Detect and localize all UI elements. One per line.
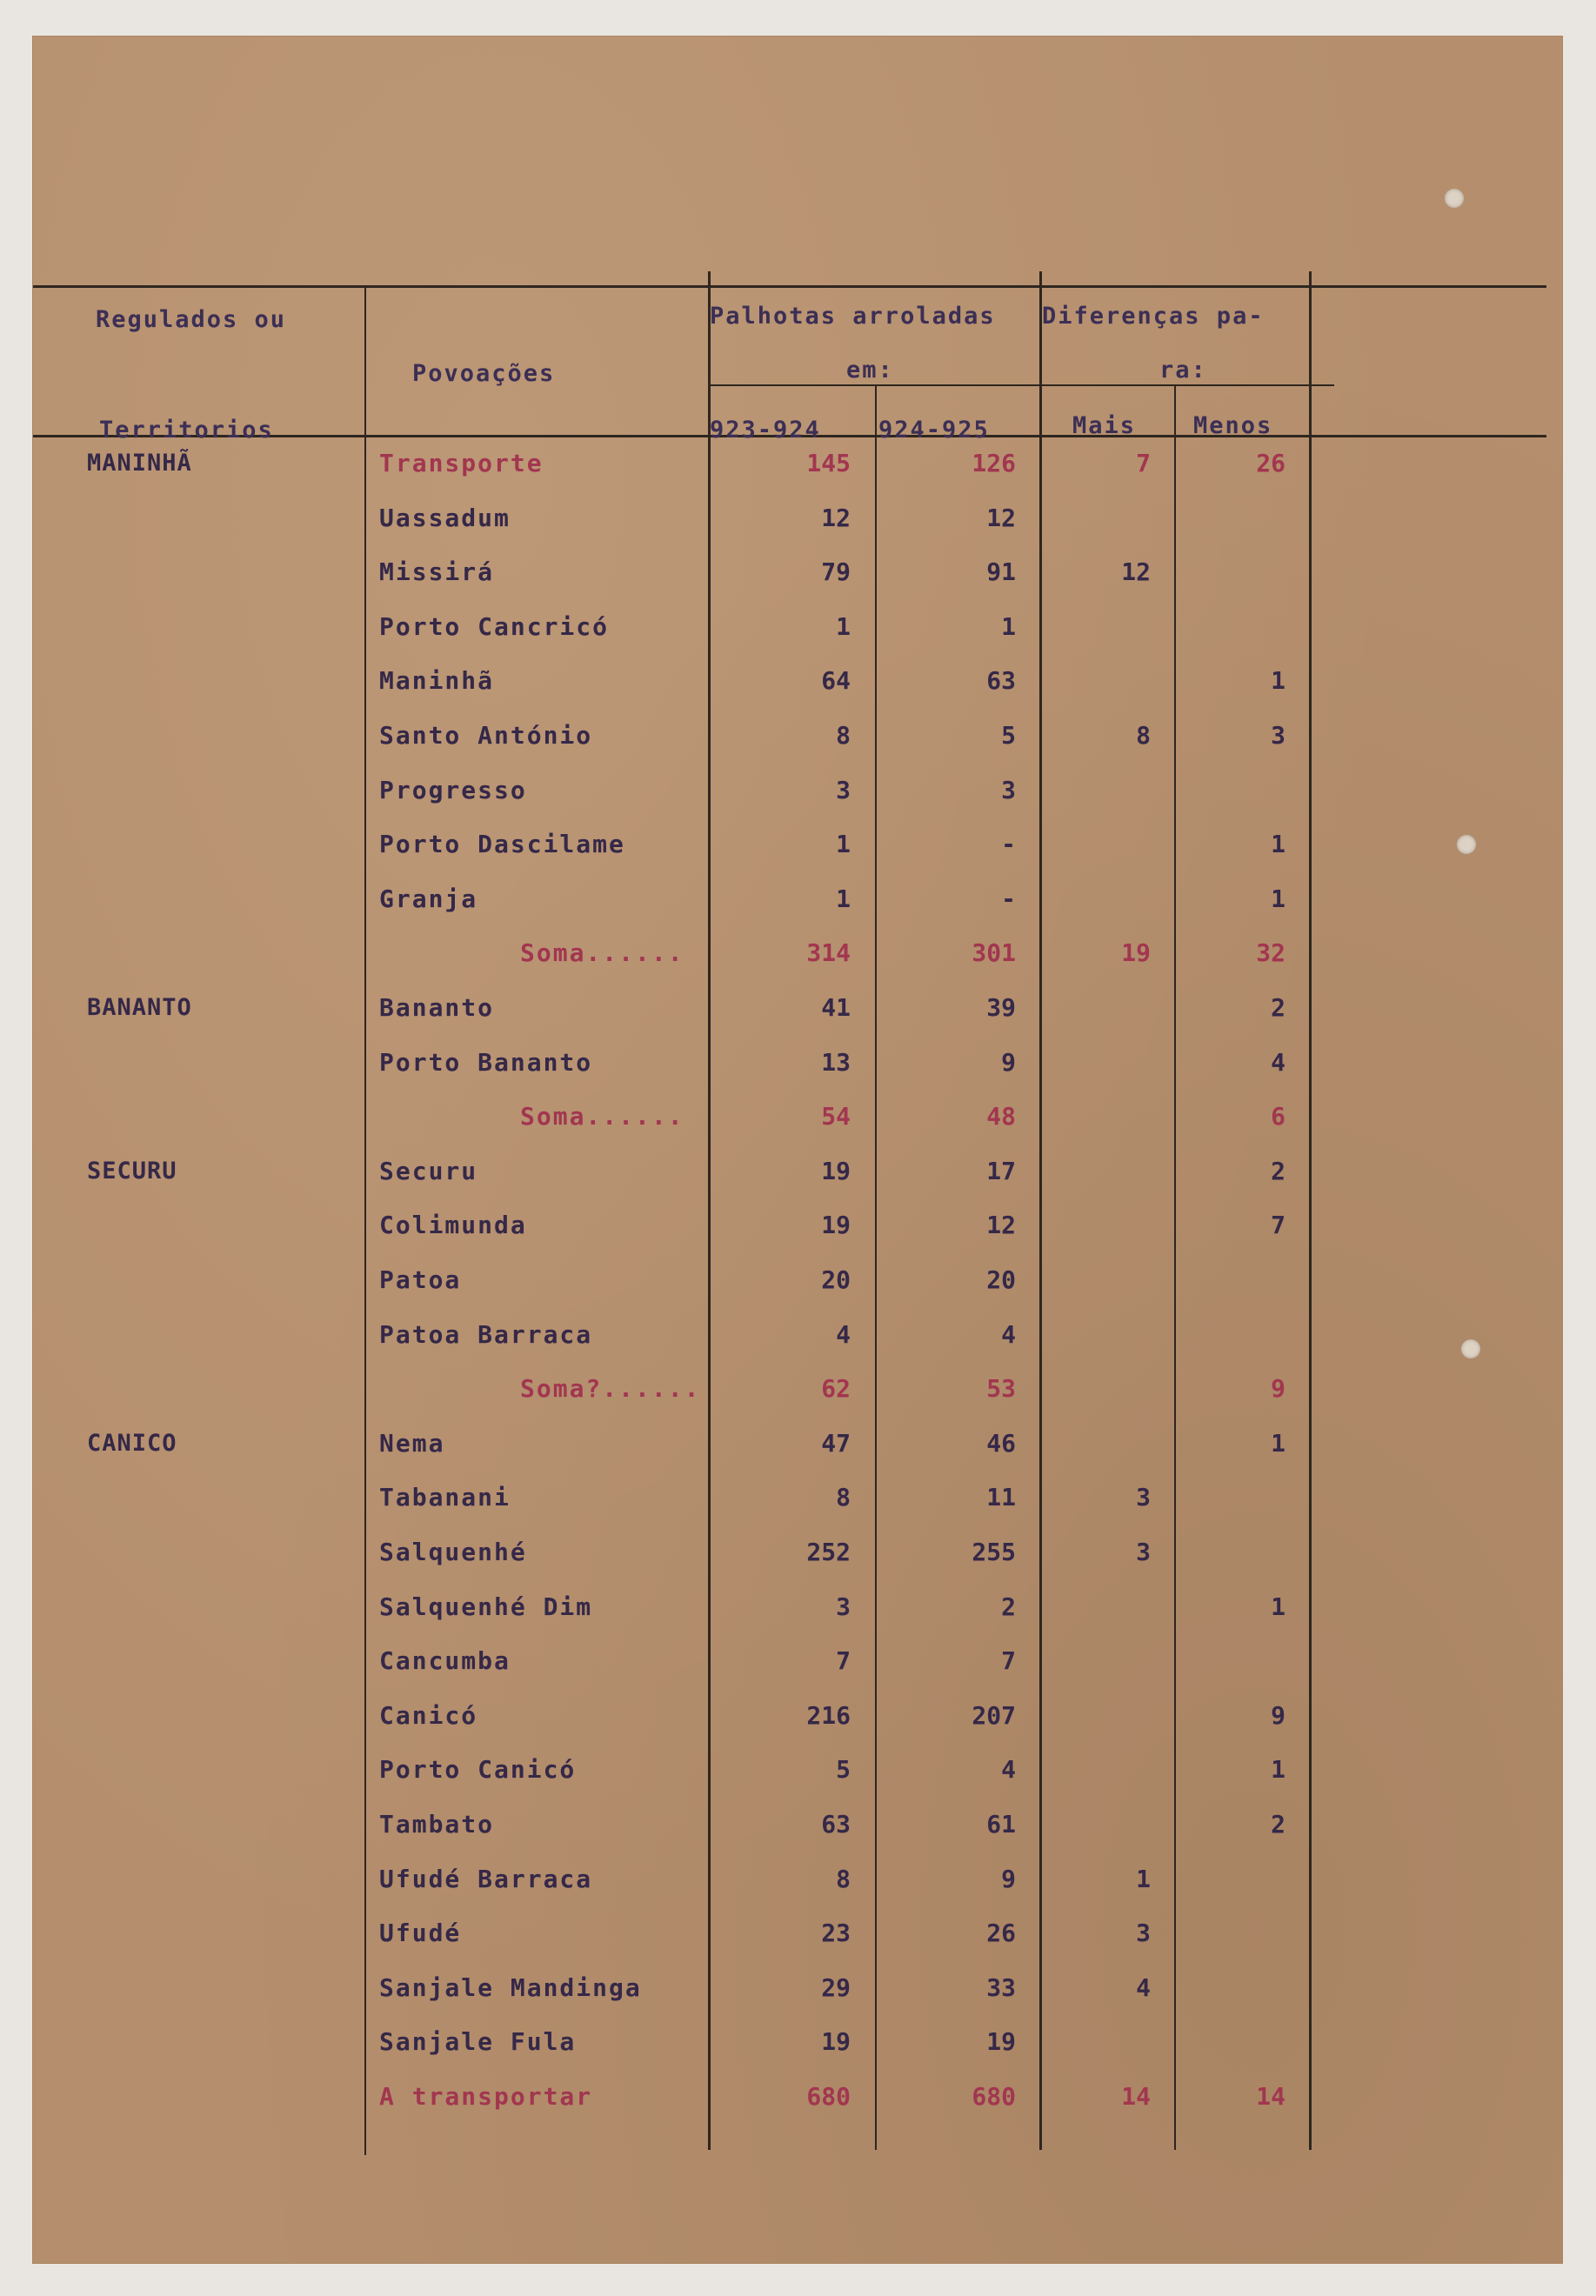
povoacao-name: Porto Bananto [379,1047,593,1077]
povoacao-name: Tambato [379,1810,495,1839]
povoacao-name: Ufudé [379,1919,462,1948]
top-rule [33,285,1546,288]
value-923-924: 63 [821,1810,851,1839]
povoacao-name: Canicó [379,1700,478,1730]
value-923-924: 5 [836,1755,851,1785]
header-diferencas: Diferenças pa- [1042,303,1265,330]
regulado-label: CANICO [87,1429,177,1457]
value-924-925: 12 [986,1211,1016,1240]
value-menos: 2 [1271,1810,1285,1839]
value-924-925: 126 [972,449,1016,477]
value-924-925: 3 [1001,775,1016,804]
value-923-924: 1 [836,611,851,641]
punch-hole-middle [1457,835,1476,854]
value-924-925: 91 [986,557,1016,587]
header-regulados: Regulados ou [96,306,287,333]
value-923-924: 47 [821,1428,851,1458]
value-menos: 7 [1271,1211,1285,1240]
value-924-925: 301 [972,938,1016,968]
value-menos: 3 [1271,721,1285,750]
value-mais: 7 [1136,449,1151,477]
value-923-924: 13 [821,1047,851,1077]
value-menos: 2 [1271,1156,1285,1185]
value-923-924: 252 [806,1538,851,1566]
value-924-925: 4 [1001,1755,1016,1785]
header-year-1: 923-924 [710,417,821,444]
povoacao-name: Sanjale Fula [379,2027,577,2057]
value-924-925: 207 [972,1700,1016,1730]
value-924-925: 19 [986,2027,1016,2057]
regulado-label: SECURU [87,1157,177,1185]
value-menos: 1 [1271,666,1285,696]
value-923-924: 680 [806,2082,851,2111]
value-924-925: 53 [986,1374,1016,1404]
value-mais: 3 [1136,1919,1151,1948]
value-924-925: 39 [986,993,1016,1022]
povoacao-name: Patoa [379,1265,462,1294]
value-mais: 3 [1136,1483,1151,1512]
value-923-924: 314 [806,938,851,968]
value-924-925: 63 [986,666,1016,696]
value-mais: 8 [1136,721,1151,750]
value-menos: 26 [1256,449,1285,477]
povoacao-name: Soma...... [520,1102,684,1131]
value-mais: 3 [1136,1538,1151,1566]
value-mais: 12 [1121,557,1151,587]
povoacao-name: Soma?...... [520,1374,701,1404]
value-923-924: 64 [821,666,851,696]
value-924-925: 61 [986,1810,1016,1839]
value-923-924: 3 [836,1592,851,1621]
value-924-925: - [1001,830,1016,859]
povoacao-name: Ufudé Barraca [379,1864,593,1893]
value-923-924: 19 [821,1156,851,1185]
value-923-924: 62 [821,1374,851,1404]
value-menos: 1 [1271,1592,1285,1621]
povoacao-name: Missirá [379,557,495,587]
povoacao-name: Granja [379,884,478,913]
value-924-925: 7 [1001,1646,1016,1676]
punch-hole-lower [1461,1339,1480,1358]
header-ra: ra: [1159,357,1207,384]
value-mais: 1 [1136,1864,1151,1893]
value-menos: 14 [1256,2082,1285,2111]
value-mais: 14 [1121,2082,1151,2111]
header-year-2: 924-925 [878,417,990,444]
povoacao-name: Porto Cancricó [379,611,610,641]
punch-hole-top [1445,189,1464,208]
divider-regulado [364,285,366,2155]
povoacao-name: Sanjale Mandinga [379,1972,642,2002]
value-923-924: 145 [806,449,851,477]
value-924-925: 4 [1001,1319,1016,1349]
regulado-label: MANINHÃ [87,450,192,477]
povoacao-name: Maninhã [379,666,495,696]
povoacao-name: A transportar [379,2082,593,2111]
header-em: em: [846,357,894,384]
header-territorios: Territorios [99,417,274,444]
divider-mais-menos [1174,384,1176,2150]
value-924-925: 5 [1001,721,1016,750]
divider-diferencas [1039,271,1042,2150]
header-palhotas: Palhotas arroladas [710,303,996,330]
header-povoacoes: Povoações [412,360,556,387]
value-923-924: 1 [836,830,851,859]
value-923-924: 19 [821,1211,851,1240]
value-menos: 4 [1271,1047,1285,1077]
povoacao-name: Nema [379,1428,445,1458]
povoacao-name: Bananto [379,993,495,1022]
value-923-924: 1 [836,884,851,913]
value-924-925: - [1001,884,1016,913]
value-924-925: 20 [986,1265,1016,1294]
value-923-924: 216 [806,1700,851,1730]
value-923-924: 8 [836,721,851,750]
value-923-924: 29 [821,1972,851,2002]
value-924-925: 11 [986,1483,1016,1512]
divider-years [875,384,877,2150]
header-mais: Mais [1072,412,1137,439]
povoacao-name: Patoa Barraca [379,1319,593,1349]
header-menos: Menos [1193,412,1273,439]
value-924-925: 9 [1001,1864,1016,1893]
povoacao-name: Securu [379,1156,478,1185]
value-menos: 6 [1271,1102,1285,1131]
value-menos: 32 [1256,938,1285,968]
povoacao-name: Colimunda [379,1211,527,1240]
povoacao-name: Santo António [379,721,593,750]
value-923-924: 12 [821,503,851,532]
value-923-924: 4 [836,1319,851,1349]
povoacao-name: Porto Dascilame [379,830,625,859]
divider-right [1309,271,1312,2150]
povoacao-name: Tabanani [379,1483,511,1512]
value-924-925: 680 [972,2082,1016,2111]
value-menos: 9 [1271,1374,1285,1404]
value-923-924: 8 [836,1483,851,1512]
povoacao-name: Progresso [379,775,527,804]
povoacao-name: Cancumba [379,1646,511,1676]
povoacao-name: Salquenhé [379,1538,527,1566]
value-924-925: 48 [986,1102,1016,1131]
value-924-925: 12 [986,503,1016,532]
value-mais: 19 [1121,938,1151,968]
value-923-924: 7 [836,1646,851,1676]
value-923-924: 54 [821,1102,851,1131]
povoacao-name: Transporte [379,449,544,477]
value-mais: 4 [1136,1972,1151,2002]
value-menos: 1 [1271,830,1285,859]
value-924-925: 9 [1001,1047,1016,1077]
value-923-924: 3 [836,775,851,804]
value-923-924: 23 [821,1919,851,1948]
value-menos: 1 [1271,884,1285,913]
subheader-rule [708,384,1334,386]
value-menos: 1 [1271,1428,1285,1458]
regulado-label: BANANTO [87,994,192,1021]
value-menos: 9 [1271,1700,1285,1730]
value-923-924: 19 [821,2027,851,2057]
value-923-924: 20 [821,1265,851,1294]
value-924-925: 2 [1001,1592,1016,1621]
povoacao-name: Salquenhé Dim [379,1592,593,1621]
povoacao-name: Uassadum [379,503,511,532]
value-menos: 1 [1271,1755,1285,1785]
paper-sheet [33,37,1562,2263]
value-924-925: 255 [972,1538,1016,1566]
value-924-925: 1 [1001,611,1016,641]
value-924-925: 33 [986,1972,1016,2002]
value-923-924: 41 [821,993,851,1022]
value-menos: 2 [1271,993,1285,1022]
value-924-925: 46 [986,1428,1016,1458]
value-924-925: 17 [986,1156,1016,1185]
povoacao-name: Soma...... [520,938,684,968]
povoacao-name: Porto Canicó [379,1755,577,1785]
value-923-924: 79 [821,557,851,587]
value-923-924: 8 [836,1864,851,1893]
value-924-925: 26 [986,1919,1016,1948]
